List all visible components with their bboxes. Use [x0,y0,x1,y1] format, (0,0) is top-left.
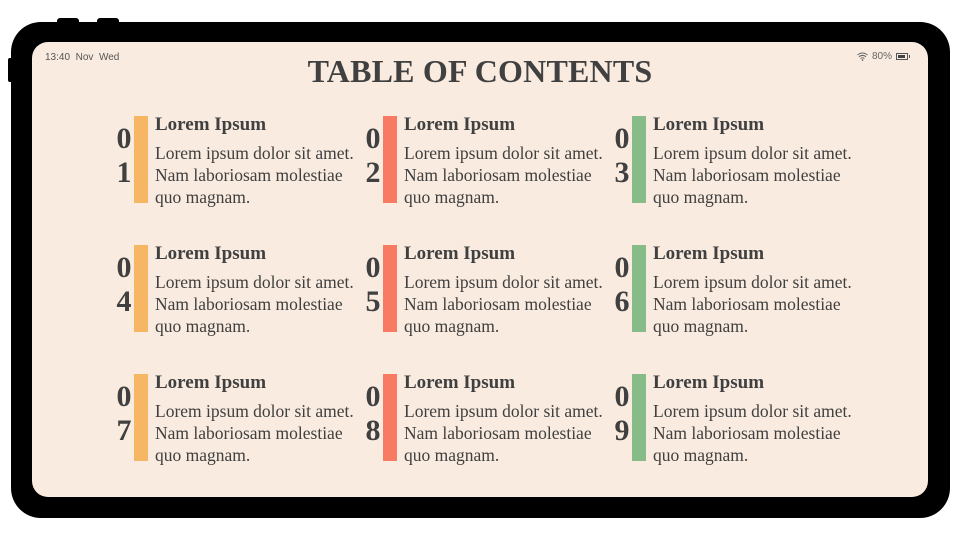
contents-item[interactable] [612,372,861,472]
item-number-digit-1: 0 [116,251,132,284]
contents-item[interactable] [612,114,861,214]
item-heading: Lorem Ipsum [653,243,765,264]
accent-bar [632,116,646,203]
contents-item[interactable] [114,114,363,214]
item-number-digit-1: 0 [116,122,132,155]
item-number-digit-1: 0 [116,380,132,413]
item-text [653,243,853,337]
item-number [363,380,383,448]
item-number-digit-2: 7 [116,414,132,447]
accent-bar [632,374,646,461]
contents-item[interactable] [363,243,612,343]
item-number-digit-1: 0 [614,380,630,413]
item-text [404,114,604,208]
item-text [653,372,853,466]
item-description: Lorem ipsum dolor sit amet. Nam laboriosam molestiae quo magnam. [404,143,603,207]
item-number [114,122,134,190]
accent-bar [383,245,397,332]
item-text [404,243,604,337]
item-number [363,251,383,319]
time-text: 13:40 [45,52,71,63]
accent-bar [383,374,397,461]
item-text [155,372,355,466]
tablet-screen [32,42,928,497]
item-description: Lorem ipsum dolor sit amet. Nam laboriosam molestiae quo magnam. [404,272,603,336]
item-heading: Lorem Ipsum [155,372,267,393]
item-number-digit-2: 2 [365,156,381,189]
item-description: Lorem ipsum dolor sit amet. Nam laboriosam molestiae quo magnam. [404,401,603,465]
item-number-digit-2: 5 [365,285,381,318]
contents-grid [114,114,861,497]
page-title: TABLE OF CONTENTS [307,53,653,89]
item-number-digit-2: 8 [365,414,381,447]
item-number-digit-1: 0 [365,251,381,284]
accent-bar [134,116,148,203]
item-number-digit-1: 0 [365,122,381,155]
item-number [114,380,134,448]
item-description: Lorem ipsum dolor sit amet. Nam laboriosam molestiae quo magnam. [155,401,354,465]
item-description: Lorem ipsum dolor sit amet. Nam laboriosam molestiae quo magnam. [155,143,354,207]
item-number [612,380,632,448]
item-text [404,372,604,466]
accent-bar [134,245,148,332]
item-number [114,251,134,319]
item-heading: Lorem Ipsum [653,114,765,135]
item-number-digit-1: 0 [614,122,630,155]
item-heading: Lorem Ipsum [404,243,516,264]
battery-percent: 80% [871,51,892,62]
accent-bar [383,116,397,203]
item-text [653,114,853,208]
item-text [155,243,355,337]
item-number-digit-2: 4 [116,285,132,318]
item-description: Lorem ipsum dolor sit amet. Nam laboriosam molestiae quo magnam. [653,401,852,465]
item-description: Lorem ipsum dolor sit amet. Nam laboriosam molestiae quo magnam. [155,272,354,336]
item-number-digit-1: 0 [365,380,381,413]
contents-item[interactable] [114,243,363,343]
contents-item[interactable] [612,243,861,343]
accent-bar [632,245,646,332]
item-number-digit-2: 9 [614,414,630,447]
item-heading: Lorem Ipsum [155,114,267,135]
item-number [612,251,632,319]
item-number-digit-2: 3 [614,156,630,189]
item-heading: Lorem Ipsum [653,372,765,393]
month-text: Nov [75,52,94,63]
item-number-digit-2: 6 [614,285,630,318]
item-heading: Lorem Ipsum [404,114,516,135]
item-number [612,122,632,190]
item-text [155,114,355,208]
item-number-digit-2: 1 [116,156,132,189]
item-heading: Lorem Ipsum [404,372,516,393]
contents-item[interactable] [363,372,612,472]
item-heading: Lorem Ipsum [155,243,267,264]
contents-item[interactable] [363,114,612,214]
item-description: Lorem ipsum dolor sit amet. Nam laboriosam molestiae quo magnam. [653,143,852,207]
item-description: Lorem ipsum dolor sit amet. Nam laboriosam molestiae quo magnam. [653,272,852,336]
accent-bar [134,374,148,461]
item-number [363,122,383,190]
day-text: Wed [98,52,120,63]
contents-item[interactable] [114,372,363,472]
item-number-digit-1: 0 [614,251,630,284]
